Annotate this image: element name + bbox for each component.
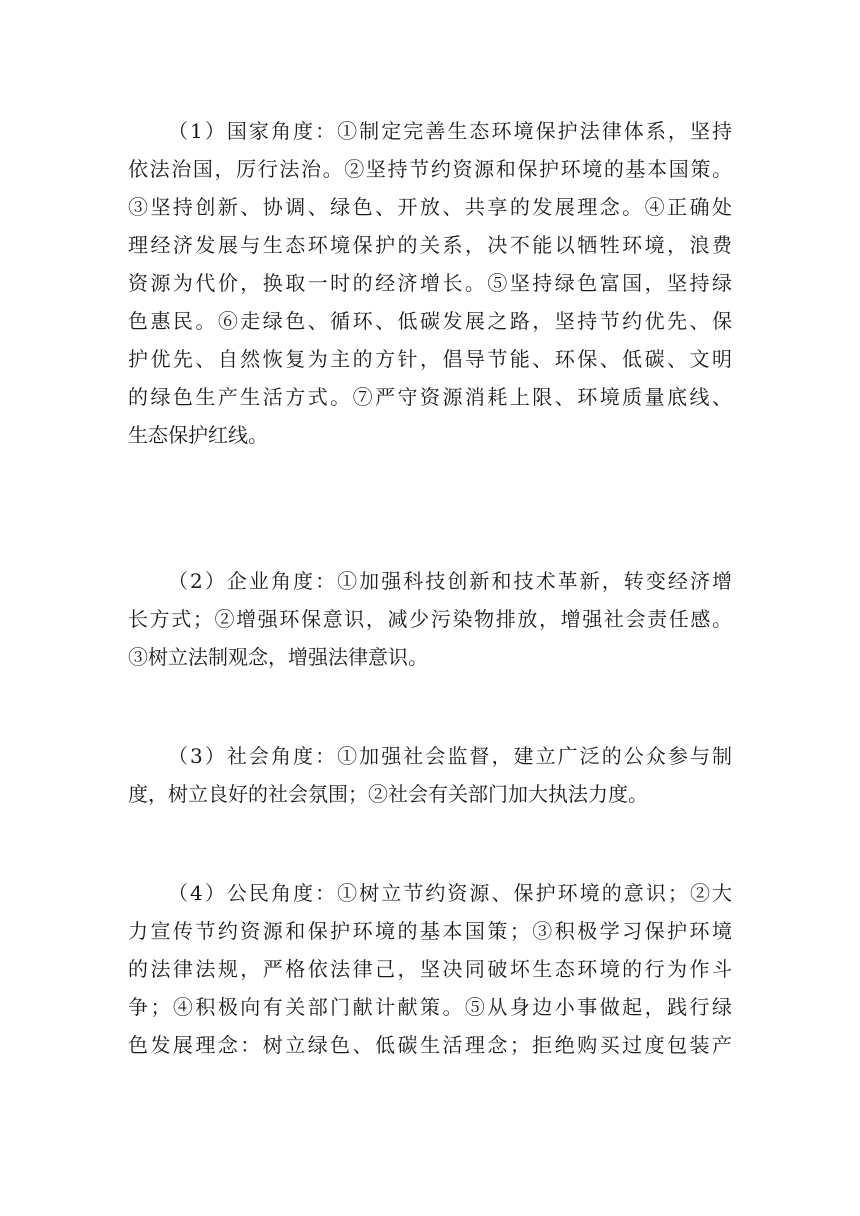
text-line: （2）企业角度：①加强科技创新和技术革新，转变经济增 — [168, 569, 732, 593]
text-line: 的法律法规，严格依法律己，坚决同破坏生态环境的行为作斗 — [128, 957, 732, 981]
text-line: （3）社会角度：①加强社会监督，建立广泛的公众参与制 — [168, 744, 732, 768]
text-line: 争；④积极向有关部门献计献策。⑤从身边小事做起，践行绿 — [128, 995, 732, 1019]
paragraph-national-perspective — [128, 112, 732, 454]
text-line: 度，树立良好的社会氛围；②社会有关部门加大执法力度。 — [128, 782, 648, 806]
text-line: 护优先、自然恢复为主的方针，倡导节能、环保、低碳、文明 — [128, 347, 732, 371]
paragraph-society-perspective — [128, 737, 732, 813]
text-line: （1）国家角度：①制定完善生态环境保护法律体系，坚持 — [168, 119, 732, 143]
text-line: 生态保护红线。 — [128, 423, 268, 447]
text-line: ③坚持创新、协调、绿色、开放、共享的发展理念。④正确处 — [128, 195, 732, 219]
paragraph-citizen-perspective — [128, 874, 732, 1064]
text-line: 的绿色生产生活方式。⑦严守资源消耗上限、环境质量底线、 — [128, 385, 732, 409]
text-line: 色发展理念：树立绿色、低碳生活理念；拒绝购买过度包装产 — [128, 1033, 732, 1057]
text-line: 长方式；②增强环保意识，减少污染物排放，增强社会责任感。 — [128, 607, 732, 631]
text-line: 资源为代价，换取一时的经济增长。⑤坚持绿色富国，坚持绿 — [128, 271, 732, 295]
text-line: （4）公民角度：①树立节约资源、保护环境的意识；②大 — [168, 881, 732, 905]
text-line: 依法治国，厉行法治。②坚持节约资源和保护环境的基本国策。 — [128, 157, 732, 181]
paragraph-enterprise-perspective — [128, 562, 732, 676]
text-line: 色惠民。⑥走绿色、循环、低碳发展之路，坚持节约优先、保 — [128, 309, 732, 333]
text-line: ③树立法制观念，增强法律意识。 — [128, 645, 428, 669]
text-line: 力宣传节约资源和保护环境的基本国策；③积极学习保护环境 — [128, 919, 732, 943]
text-line: 理经济发展与生态环境保护的关系，决不能以牺牲环境，浪费 — [128, 233, 732, 257]
